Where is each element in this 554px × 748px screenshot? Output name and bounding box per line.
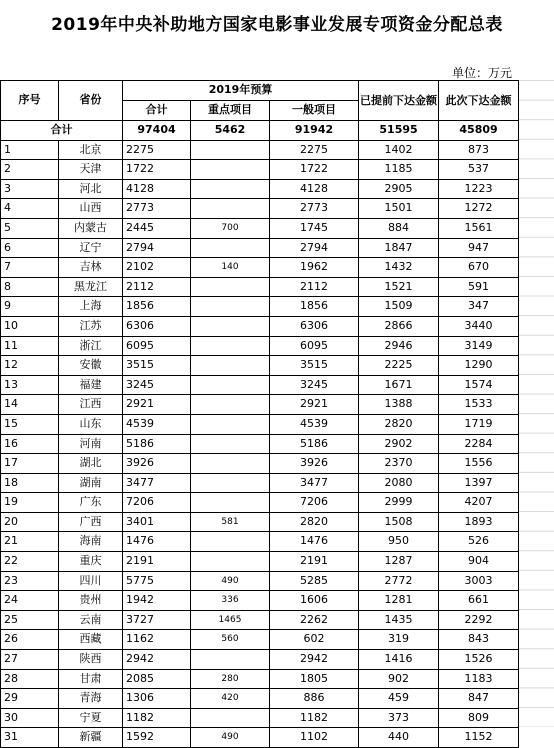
- row-key[interactable]: [191, 160, 270, 180]
- row-key[interactable]: [191, 473, 270, 493]
- row-general[interactable]: 3926: [270, 454, 359, 474]
- row-general[interactable]: 1805: [270, 669, 359, 689]
- table-row: [1, 689, 519, 709]
- row-advanced[interactable]: 319: [359, 630, 439, 650]
- total-key[interactable]: 5462: [191, 121, 270, 141]
- row-current[interactable]: 1272: [439, 199, 519, 219]
- row-advanced[interactable]: 950: [359, 532, 439, 552]
- row-advanced[interactable]: 2370: [359, 454, 439, 474]
- row-seq[interactable]: 24: [1, 591, 59, 611]
- row-key[interactable]: [191, 532, 270, 552]
- row-key[interactable]: [191, 434, 270, 454]
- row-total[interactable]: 5186: [123, 434, 191, 454]
- row-current[interactable]: 809: [439, 708, 519, 728]
- row-province[interactable]: 广西: [59, 512, 123, 532]
- row-current[interactable]: 2284: [439, 434, 519, 454]
- row-seq[interactable]: 6: [1, 238, 59, 258]
- row-seq[interactable]: 16: [1, 434, 59, 454]
- row-general[interactable]: 602: [270, 630, 359, 650]
- total-sum[interactable]: 97404: [123, 121, 191, 141]
- row-current[interactable]: 1290: [439, 356, 519, 376]
- row-province[interactable]: 河北: [59, 179, 123, 199]
- row-seq[interactable]: 23: [1, 571, 59, 591]
- row-current[interactable]: 873: [439, 140, 519, 160]
- row-advanced[interactable]: 1501: [359, 199, 439, 219]
- row-total[interactable]: 2942: [123, 650, 191, 670]
- row-province[interactable]: 海南: [59, 532, 123, 552]
- row-total[interactable]: 2773: [123, 199, 191, 219]
- row-advanced[interactable]: 1435: [359, 610, 439, 630]
- table-row: [1, 532, 519, 552]
- table-row: [1, 375, 519, 395]
- table-row: [1, 728, 519, 748]
- row-seq[interactable]: 29: [1, 689, 59, 709]
- row-advanced[interactable]: 373: [359, 708, 439, 728]
- total-current[interactable]: 45809: [439, 121, 519, 141]
- row-key[interactable]: 1465: [191, 610, 270, 630]
- row-province[interactable]: 江苏: [59, 316, 123, 336]
- table-row: [1, 297, 519, 317]
- row-total[interactable]: 2275: [123, 140, 191, 160]
- row-general[interactable]: 1962: [270, 258, 359, 278]
- row-seq[interactable]: 9: [1, 297, 59, 317]
- row-current[interactable]: 1574: [439, 375, 519, 395]
- table-row: [1, 434, 519, 454]
- row-advanced[interactable]: 1281: [359, 591, 439, 611]
- row-province[interactable]: 浙江: [59, 336, 123, 356]
- row-province[interactable]: 上海: [59, 297, 123, 317]
- row-province[interactable]: 云南: [59, 610, 123, 630]
- row-province[interactable]: 西藏: [59, 630, 123, 650]
- row-seq[interactable]: 18: [1, 473, 59, 493]
- row-advanced[interactable]: 2946: [359, 336, 439, 356]
- row-general[interactable]: 1606: [270, 591, 359, 611]
- row-general[interactable]: 2942: [270, 650, 359, 670]
- table-row: [1, 336, 519, 356]
- row-current[interactable]: 1719: [439, 414, 519, 434]
- row-advanced[interactable]: 1402: [359, 140, 439, 160]
- row-key[interactable]: 140: [191, 258, 270, 278]
- row-advanced[interactable]: 2905: [359, 179, 439, 199]
- row-general[interactable]: 2773: [270, 199, 359, 219]
- row-current[interactable]: 526: [439, 532, 519, 552]
- row-general[interactable]: 2820: [270, 512, 359, 532]
- table-row: [1, 493, 519, 513]
- row-total[interactable]: 2445: [123, 218, 191, 238]
- row-advanced[interactable]: 1847: [359, 238, 439, 258]
- row-general[interactable]: 2191: [270, 552, 359, 572]
- row-general[interactable]: 2921: [270, 395, 359, 415]
- row-key[interactable]: [191, 356, 270, 376]
- row-current[interactable]: 847: [439, 689, 519, 709]
- row-total[interactable]: 5775: [123, 571, 191, 591]
- row-seq[interactable]: 21: [1, 532, 59, 552]
- row-total[interactable]: 4539: [123, 414, 191, 434]
- row-total[interactable]: 1306: [123, 689, 191, 709]
- row-current[interactable]: 537: [439, 160, 519, 180]
- row-current[interactable]: 1183: [439, 669, 519, 689]
- table-row: [1, 591, 519, 611]
- table-row: [1, 414, 519, 434]
- row-total[interactable]: 2085: [123, 669, 191, 689]
- row-seq[interactable]: 12: [1, 356, 59, 376]
- row-current[interactable]: 1533: [439, 395, 519, 415]
- table-row: [1, 473, 519, 493]
- row-seq[interactable]: 28: [1, 669, 59, 689]
- header-current[interactable]: 此次下达金额: [439, 81, 519, 121]
- row-key[interactable]: [191, 454, 270, 474]
- row-current[interactable]: 1561: [439, 218, 519, 238]
- row-seq[interactable]: 10: [1, 316, 59, 336]
- row-key[interactable]: [191, 336, 270, 356]
- row-total[interactable]: 1942: [123, 591, 191, 611]
- row-seq[interactable]: 25: [1, 610, 59, 630]
- row-key[interactable]: [191, 708, 270, 728]
- row-general[interactable]: 5285: [270, 571, 359, 591]
- row-key[interactable]: [191, 140, 270, 160]
- row-key[interactable]: 490: [191, 728, 270, 748]
- row-current[interactable]: 3149: [439, 336, 519, 356]
- row-current[interactable]: 843: [439, 630, 519, 650]
- total-row: [1, 121, 519, 141]
- row-current[interactable]: 670: [439, 258, 519, 278]
- row-general[interactable]: 1722: [270, 160, 359, 180]
- row-province[interactable]: 贵州: [59, 591, 123, 611]
- table-row: [1, 650, 519, 670]
- total-general[interactable]: 91942: [270, 121, 359, 141]
- row-total[interactable]: 3515: [123, 356, 191, 376]
- header-total[interactable]: 合计: [123, 101, 191, 121]
- row-province[interactable]: 重庆: [59, 552, 123, 572]
- empty-grid-area: [518, 80, 554, 727]
- row-seq[interactable]: 22: [1, 552, 59, 572]
- sheet-title: 2019年中央补助地方国家电影事业发展专项资金分配总表: [51, 15, 503, 35]
- row-key[interactable]: 280: [191, 669, 270, 689]
- allocation-table: [0, 80, 519, 748]
- table-row: [1, 179, 519, 199]
- row-province[interactable]: 山西: [59, 199, 123, 219]
- row-province[interactable]: 福建: [59, 375, 123, 395]
- row-general[interactable]: 2262: [270, 610, 359, 630]
- row-general[interactable]: 5186: [270, 434, 359, 454]
- table-row: [1, 669, 519, 689]
- table-row: [1, 160, 519, 180]
- row-general[interactable]: 1102: [270, 728, 359, 748]
- row-current[interactable]: 3003: [439, 571, 519, 591]
- row-seq[interactable]: 5: [1, 218, 59, 238]
- row-total[interactable]: 1856: [123, 297, 191, 317]
- row-total[interactable]: 2921: [123, 395, 191, 415]
- row-seq[interactable]: 3: [1, 179, 59, 199]
- row-seq[interactable]: 14: [1, 395, 59, 415]
- row-province[interactable]: 甘肃: [59, 669, 123, 689]
- row-seq[interactable]: 13: [1, 375, 59, 395]
- row-key[interactable]: [191, 414, 270, 434]
- table-row: [1, 258, 519, 278]
- row-advanced[interactable]: 902: [359, 669, 439, 689]
- row-advanced[interactable]: 1185: [359, 160, 439, 180]
- header-key[interactable]: 重点项目: [191, 101, 270, 121]
- row-advanced[interactable]: 1509: [359, 297, 439, 317]
- row-key[interactable]: [191, 493, 270, 513]
- table-row: [1, 630, 519, 650]
- row-seq[interactable]: 17: [1, 454, 59, 474]
- row-general[interactable]: 1745: [270, 218, 359, 238]
- row-province[interactable]: 四川: [59, 571, 123, 591]
- row-total[interactable]: 3477: [123, 473, 191, 493]
- row-seq[interactable]: 2: [1, 160, 59, 180]
- row-province[interactable]: 安徽: [59, 356, 123, 376]
- row-province[interactable]: 河南: [59, 434, 123, 454]
- row-general[interactable]: 7206: [270, 493, 359, 513]
- total-label[interactable]: 合计: [1, 121, 123, 141]
- row-total[interactable]: 2112: [123, 277, 191, 297]
- row-seq[interactable]: 20: [1, 512, 59, 532]
- header-seq[interactable]: 序号: [1, 81, 59, 121]
- row-total[interactable]: 7206: [123, 493, 191, 513]
- row-province[interactable]: 宁夏: [59, 708, 123, 728]
- row-advanced[interactable]: 1388: [359, 395, 439, 415]
- table-row: [1, 356, 519, 376]
- row-key[interactable]: 581: [191, 512, 270, 532]
- row-province[interactable]: 湖南: [59, 473, 123, 493]
- row-province[interactable]: 黑龙江: [59, 277, 123, 297]
- row-advanced[interactable]: 1521: [359, 277, 439, 297]
- row-total[interactable]: 3727: [123, 610, 191, 630]
- unit-label: 单位：万元: [451, 66, 512, 80]
- header-budget[interactable]: 2019年预算: [123, 81, 359, 101]
- row-key[interactable]: [191, 375, 270, 395]
- table-row: [1, 708, 519, 728]
- row-advanced[interactable]: 1416: [359, 650, 439, 670]
- row-key[interactable]: 490: [191, 571, 270, 591]
- row-advanced[interactable]: 1671: [359, 375, 439, 395]
- row-current[interactable]: 904: [439, 552, 519, 572]
- row-key[interactable]: [191, 316, 270, 336]
- row-total[interactable]: 2102: [123, 258, 191, 278]
- row-advanced[interactable]: 459: [359, 689, 439, 709]
- row-key[interactable]: [191, 297, 270, 317]
- row-current[interactable]: 1556: [439, 454, 519, 474]
- row-total[interactable]: 1722: [123, 160, 191, 180]
- row-seq[interactable]: 7: [1, 258, 59, 278]
- row-general[interactable]: 3515: [270, 356, 359, 376]
- row-general[interactable]: 886: [270, 689, 359, 709]
- row-total[interactable]: 1592: [123, 728, 191, 748]
- row-total[interactable]: 3926: [123, 454, 191, 474]
- row-total[interactable]: 2794: [123, 238, 191, 258]
- row-key[interactable]: [191, 238, 270, 258]
- row-key[interactable]: [191, 179, 270, 199]
- row-current[interactable]: 947: [439, 238, 519, 258]
- row-general[interactable]: 2794: [270, 238, 359, 258]
- row-province[interactable]: 内蒙古: [59, 218, 123, 238]
- table-row: [1, 277, 519, 297]
- row-key[interactable]: [191, 650, 270, 670]
- row-advanced[interactable]: 884: [359, 218, 439, 238]
- row-seq[interactable]: 27: [1, 650, 59, 670]
- row-general[interactable]: 1856: [270, 297, 359, 317]
- row-advanced[interactable]: 2999: [359, 493, 439, 513]
- row-province[interactable]: 湖北: [59, 454, 123, 474]
- row-advanced[interactable]: 440: [359, 728, 439, 748]
- table-row: [1, 238, 519, 258]
- row-key[interactable]: 700: [191, 218, 270, 238]
- row-advanced[interactable]: 2772: [359, 571, 439, 591]
- table-row: [1, 512, 519, 532]
- table-row: [1, 571, 519, 591]
- table-row: [1, 218, 519, 238]
- row-seq[interactable]: 26: [1, 630, 59, 650]
- row-advanced[interactable]: 1508: [359, 512, 439, 532]
- row-general[interactable]: 1182: [270, 708, 359, 728]
- row-general[interactable]: 1476: [270, 532, 359, 552]
- row-province[interactable]: 吉林: [59, 258, 123, 278]
- table-row: [1, 552, 519, 572]
- row-total[interactable]: 1476: [123, 532, 191, 552]
- row-total[interactable]: 6306: [123, 316, 191, 336]
- row-general[interactable]: 3477: [270, 473, 359, 493]
- table-row: [1, 610, 519, 630]
- row-general[interactable]: 2275: [270, 140, 359, 160]
- row-key[interactable]: [191, 395, 270, 415]
- row-key[interactable]: [191, 552, 270, 572]
- row-province[interactable]: 江西: [59, 395, 123, 415]
- header-general[interactable]: 一般项目: [270, 101, 359, 121]
- table-row: [1, 140, 519, 160]
- row-current[interactable]: 591: [439, 277, 519, 297]
- row-seq[interactable]: 19: [1, 493, 59, 513]
- row-current[interactable]: 3440: [439, 316, 519, 336]
- row-total[interactable]: 6095: [123, 336, 191, 356]
- row-total[interactable]: 3245: [123, 375, 191, 395]
- row-province[interactable]: 青海: [59, 689, 123, 709]
- row-general[interactable]: 2112: [270, 277, 359, 297]
- row-seq[interactable]: 1: [1, 140, 59, 160]
- row-seq[interactable]: 11: [1, 336, 59, 356]
- row-advanced[interactable]: 2225: [359, 356, 439, 376]
- row-key[interactable]: 336: [191, 591, 270, 611]
- row-province[interactable]: 山东: [59, 414, 123, 434]
- row-seq[interactable]: 4: [1, 199, 59, 219]
- table-row: [1, 454, 519, 474]
- row-advanced[interactable]: 1432: [359, 258, 439, 278]
- row-advanced[interactable]: 2902: [359, 434, 439, 454]
- row-current[interactable]: 1526: [439, 650, 519, 670]
- row-general[interactable]: 4539: [270, 414, 359, 434]
- row-advanced[interactable]: 2080: [359, 473, 439, 493]
- row-total[interactable]: 1182: [123, 708, 191, 728]
- row-current[interactable]: 1152: [439, 728, 519, 748]
- table-row: [1, 199, 519, 219]
- row-total[interactable]: 2191: [123, 552, 191, 572]
- row-current[interactable]: 1397: [439, 473, 519, 493]
- row-current[interactable]: 4207: [439, 493, 519, 513]
- row-key[interactable]: [191, 277, 270, 297]
- row-current[interactable]: 347: [439, 297, 519, 317]
- row-general[interactable]: 3245: [270, 375, 359, 395]
- row-general[interactable]: 6306: [270, 316, 359, 336]
- row-current[interactable]: 1223: [439, 179, 519, 199]
- row-province[interactable]: 北京: [59, 140, 123, 160]
- row-province[interactable]: 天津: [59, 160, 123, 180]
- row-key[interactable]: 560: [191, 630, 270, 650]
- row-total[interactable]: 4128: [123, 179, 191, 199]
- header-advanced[interactable]: 已提前下达金额: [359, 81, 439, 121]
- row-province[interactable]: 新疆: [59, 728, 123, 748]
- row-total[interactable]: 1162: [123, 630, 191, 650]
- row-current[interactable]: 2292: [439, 610, 519, 630]
- row-current[interactable]: 1893: [439, 512, 519, 532]
- header-province[interactable]: 省份: [59, 81, 123, 121]
- table-row: [1, 395, 519, 415]
- row-advanced[interactable]: 1287: [359, 552, 439, 572]
- row-seq[interactable]: 31: [1, 728, 59, 748]
- row-advanced[interactable]: 2866: [359, 316, 439, 336]
- row-key[interactable]: [191, 199, 270, 219]
- row-total[interactable]: 3401: [123, 512, 191, 532]
- row-general[interactable]: 4128: [270, 179, 359, 199]
- row-seq[interactable]: 8: [1, 277, 59, 297]
- row-province[interactable]: 辽宁: [59, 238, 123, 258]
- row-province[interactable]: 陕西: [59, 650, 123, 670]
- table-row: [1, 316, 519, 336]
- row-seq[interactable]: 15: [1, 414, 59, 434]
- row-advanced[interactable]: 2820: [359, 414, 439, 434]
- row-province[interactable]: 广东: [59, 493, 123, 513]
- row-general[interactable]: 6095: [270, 336, 359, 356]
- row-key[interactable]: 420: [191, 689, 270, 709]
- row-current[interactable]: 661: [439, 591, 519, 611]
- row-seq[interactable]: 30: [1, 708, 59, 728]
- total-advanced[interactable]: 51595: [359, 121, 439, 141]
